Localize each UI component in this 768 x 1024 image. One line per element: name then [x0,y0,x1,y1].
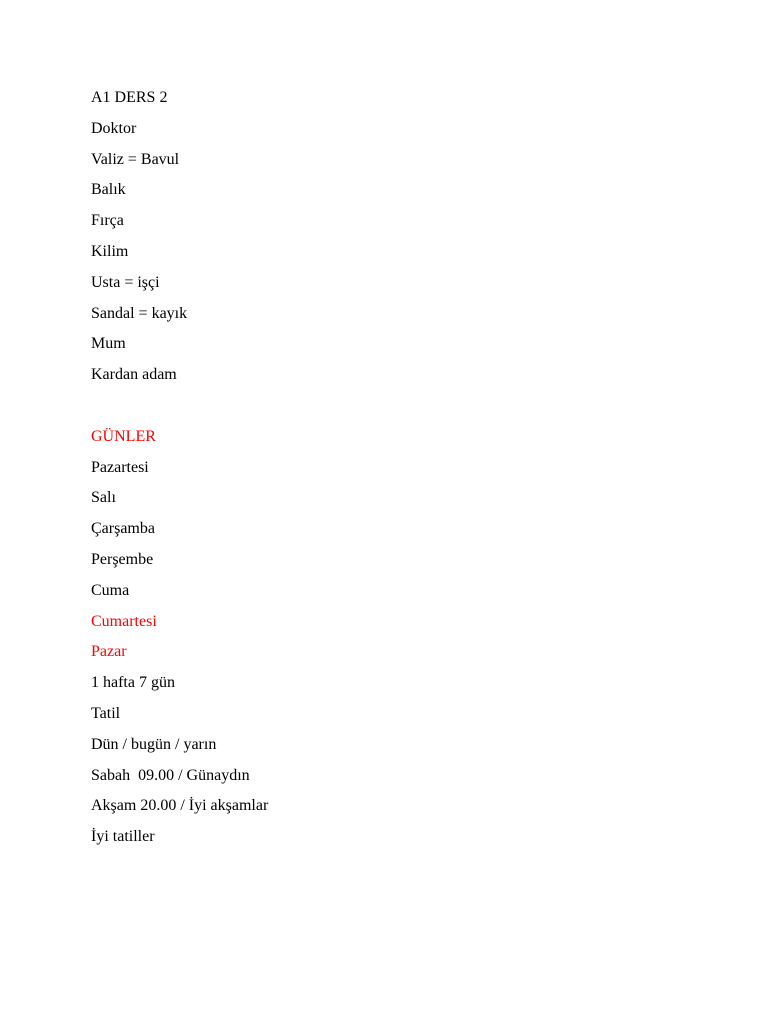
day-line: Salı [91,489,116,507]
weekend-day-line: Cumartesi [91,612,157,630]
day-line: Perşembe [91,550,154,568]
vocab-line: Mum [91,335,126,353]
day-line: Çarşamba [91,520,155,538]
vocab-line: Doktor [91,119,137,137]
lesson-title: A1 DERS 2 [91,89,168,106]
vocab-line: Fırça [91,212,124,230]
vocab-line: Sandal = kayık [91,304,188,322]
document-body [91,83,691,853]
vocab-line: Kilim [91,242,129,260]
vocab-line: Kardan adam [91,366,177,384]
vocab-line: Valiz = Bavul [91,150,180,168]
days-heading: GÜNLER [91,427,156,445]
blank-line [91,391,691,422]
phrase-line: Sabah 09.00 / Günaydın [91,766,250,784]
phrase-line: İyi tatiller [91,828,155,846]
phrase-line: Tatil [91,704,121,722]
phrase-line: Akşam 20.00 / İyi akşamlar [91,797,269,815]
vocab-line: Balık [91,181,126,199]
phrase-line: Dün / bugün / yarın [91,735,217,753]
phrase-line: 1 hafta 7 gün [91,674,175,692]
day-line: Cuma [91,581,130,599]
weekend-day-line: Pazar [91,643,127,661]
vocab-line: Usta = işçi [91,273,160,291]
day-line: Pazartesi [91,458,149,476]
